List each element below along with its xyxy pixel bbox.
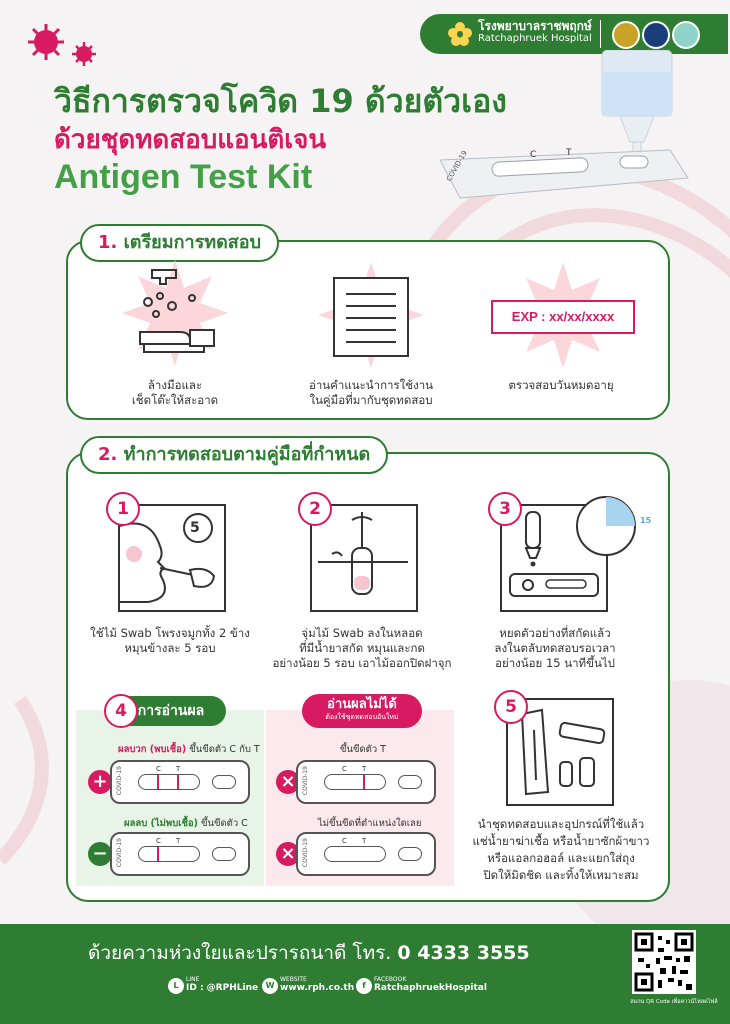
extraction-tube-icon	[312, 506, 414, 608]
invalid-pill	[302, 694, 422, 728]
positive-kit	[110, 760, 250, 804]
invalid-x-icon: ×	[276, 770, 300, 794]
line-small: LINE	[186, 976, 200, 983]
invalid-kit-1	[296, 760, 436, 804]
kit-t: T	[176, 765, 181, 773]
c-line	[157, 847, 159, 861]
hospital-name-en: Ratchaphruek Hospital	[478, 33, 592, 44]
invalid-x-icon: ×	[276, 842, 300, 866]
timer-minutes: 15	[640, 516, 652, 525]
hero-test-kit-illustration	[430, 50, 720, 210]
step2-number: 2	[298, 492, 332, 526]
footer-message	[88, 938, 530, 968]
kit-c: C	[342, 837, 347, 845]
kit-label: COVID-19	[302, 766, 309, 796]
step1-rotation-count: 5	[190, 520, 200, 536]
reading-pill: การอ่านผล	[116, 696, 226, 726]
step1-number: 1	[106, 492, 140, 526]
section1-header	[80, 224, 279, 262]
t-line	[363, 775, 365, 789]
facebook-icon: f	[356, 978, 372, 994]
award-seal-icon	[612, 21, 640, 49]
kit-t: T	[362, 837, 367, 845]
line-value: ID : @RPHLine	[186, 983, 259, 993]
fb-value: RatchaphruekHospital	[374, 983, 487, 993]
website-icon: W	[262, 978, 278, 994]
hero-kit-t: T	[566, 148, 572, 158]
invalid-title: อ่านผลไม่ได้	[327, 697, 397, 712]
footer-phone: 0 4333 3555	[397, 942, 530, 964]
hero-kit-c: C	[530, 150, 537, 160]
invalid-case1-caption: ขึ้นขีดตัว T	[340, 744, 386, 755]
step1-caption: ใช้ไม้ Swab โพรงจมูกทั้ง 2 ข้าง หมุนข้างละ 5 รอบ	[90, 626, 250, 655]
kit-c: C	[156, 765, 161, 773]
kit-label: COVID-19	[302, 838, 309, 868]
negative-caption	[124, 816, 248, 831]
line-contact[interactable]	[186, 976, 258, 993]
qr-code[interactable]	[632, 930, 696, 994]
positive-caption	[118, 742, 260, 757]
nose-swab-icon	[120, 506, 222, 608]
negative-label: ผลลบ (ไม่พบเชื้อ)	[124, 818, 198, 829]
negative-minus-icon: −	[88, 842, 112, 866]
section1-item2-caption: อ่านคำแนะนำการใช้งาน ในคู่มือที่มากับชุดทดสอบ	[308, 378, 434, 407]
invalid-subtitle: ต้องใช้ชุดทดสอบอันใหม่	[325, 713, 399, 721]
facebook-contact[interactable]	[374, 976, 487, 993]
section1-title: เตรียมการทดสอบ	[123, 232, 262, 253]
c-line	[157, 775, 159, 789]
section2-header	[80, 436, 388, 474]
kit-c: C	[156, 837, 161, 845]
step3-caption: หยดตัวอย่างที่สกัดแล้ว ลงในตลับทดสอบรอเวลา อย่างน้อย 15 นาทีขึ้นไป	[494, 626, 616, 670]
kit-t: T	[362, 765, 367, 773]
step5-number: 5	[494, 690, 528, 724]
section2-number: 2.	[98, 444, 118, 465]
wash-hands-icon	[130, 262, 230, 362]
kit-c: C	[342, 765, 347, 773]
negative-kit	[110, 832, 250, 876]
section2-title: ทำการทดสอบตามคู่มือที่กำหนด	[123, 444, 371, 465]
step3-number: 3	[488, 492, 522, 526]
footer-text: ด้วยความห่วงใยและปรารถนาดี โทร.	[88, 942, 392, 964]
section1-item1-caption: ล้างมือและ เช็ดโต๊ะให้สะอาด	[131, 378, 219, 407]
hospital-name-th: โรงพยาบาลราชพฤกษ์	[478, 19, 592, 33]
qr-code-icon	[632, 930, 696, 994]
hero-kit-label: COVID-19	[445, 149, 469, 183]
section1-item3-caption: ตรวจสอบวันหมดอายุ	[508, 378, 614, 392]
step4-number: 4	[104, 694, 138, 728]
hospital-flower-logo-icon	[446, 20, 474, 48]
step5-caption: นำชุดทดสอบและอุปกรณ์ที่ใช้แล้ว แช่น้ำยาฆ่าเชื้อ หรือน้ำยาซักผ้าขาว หรือแอลกอฮอล์ และแยกใส่ถุง ปิดให้มิดชิด และทิ้งให้เหมาะสม	[472, 817, 650, 882]
positive-plus-icon: +	[88, 770, 112, 794]
t-line	[177, 775, 179, 789]
website-contact[interactable]	[280, 976, 354, 993]
title-line-3: Antigen Test Kit	[54, 158, 313, 196]
invalid-case2-caption: ไม่ขึ้นขีดที่ตำแหน่งใดเลย	[318, 818, 422, 829]
web-value: www.rph.co.th	[280, 983, 355, 993]
title-line-1: วิธีการตรวจโควิด 19 ด้วยตัวเอง	[54, 82, 507, 120]
green-seal-icon	[672, 21, 700, 49]
kit-label: COVID-19	[116, 838, 123, 868]
web-small: WEBSITE	[280, 976, 307, 983]
virus-decoration-icon	[16, 18, 106, 78]
timer-icon	[574, 494, 638, 558]
expiry-label: EXP : xx/xx/xxxx	[491, 300, 635, 334]
line-icon: L	[168, 978, 184, 994]
negative-desc: ขึ้นขีดตัว C	[201, 818, 248, 829]
section1-number: 1.	[98, 232, 118, 253]
fb-small: FACEBOOK	[374, 976, 407, 983]
positive-desc: ขึ้นขีดตัว C กับ T	[189, 744, 260, 755]
qr-caption: สแกน QR Code เพื่อดาวน์โหลดไฟล์	[630, 999, 718, 1005]
invalid-kit-2	[296, 832, 436, 876]
kit-label: COVID-19	[116, 766, 123, 796]
title-line-2: ด้วยชุดทดสอบแอนติเจน	[54, 125, 327, 155]
step2-caption: จุ่มไม้ Swab ลงในหลอด ที่มีน้ำยาสกัด หมุนและกด อย่างน้อย 5 รอบ เอาไม้ออกปิดฝาจุก	[272, 626, 452, 670]
manual-icon	[332, 276, 410, 358]
positive-label: ผลบวก (พบเชื้อ)	[118, 744, 187, 755]
accreditation-seal-icon	[642, 21, 670, 49]
kit-t: T	[176, 837, 181, 845]
logo-divider	[600, 20, 601, 48]
